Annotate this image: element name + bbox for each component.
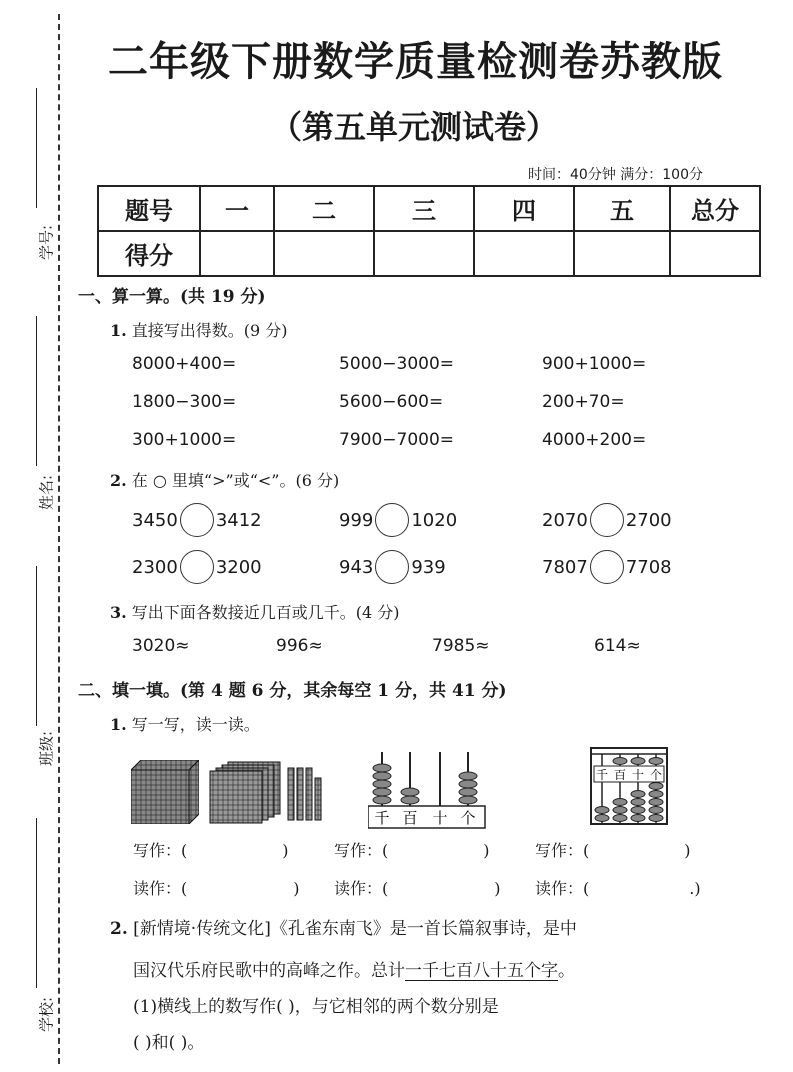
approx-item: 7985≈ xyxy=(432,636,490,656)
compare-left: 943 xyxy=(339,556,374,578)
q-text: [新情境·传统文化]《孔雀东南飞》是一首长篇叙事诗，是中 xyxy=(133,919,577,939)
score-cell: 一 xyxy=(200,186,274,231)
s2-q2-line4[interactable]: ( )和( )。 xyxy=(133,1033,205,1053)
section1-heading: 一、算一算。(共 19 分) xyxy=(78,287,266,307)
score-cell: 三 xyxy=(374,186,474,231)
score-blank[interactable] xyxy=(374,231,474,276)
name-label: 姓名: xyxy=(37,474,56,511)
compare-left: 2070 xyxy=(542,509,588,531)
abacus-label-thousands: 千 xyxy=(374,809,390,827)
calc-item: 8000+400= xyxy=(132,354,237,374)
score-cell: 总分 xyxy=(670,186,760,231)
score-cell: 五 xyxy=(574,186,670,231)
school-label: 学校: xyxy=(37,996,56,1033)
write-label: 写作：( xyxy=(535,841,590,860)
q-text: 。 xyxy=(558,961,575,981)
calc-item: 7900−7000= xyxy=(339,430,455,450)
s2-q2-line3[interactable]: (1)横线上的数写作( )，与它相邻的两个数分别是 xyxy=(133,997,499,1017)
q-text: 国汉代乐府民歌中的高峰之作。总计 xyxy=(133,961,405,981)
compare-circle[interactable] xyxy=(180,503,214,537)
approx-item: 614≈ xyxy=(594,636,641,656)
read-label: 读作：( xyxy=(535,879,590,898)
page-subtitle: （第五单元测试卷） xyxy=(270,108,559,146)
abacus-label-thousands: 千 xyxy=(595,768,609,782)
score-blank[interactable] xyxy=(670,231,760,276)
score-blank[interactable] xyxy=(474,231,574,276)
q-text: 直接写出得数。(9 分) xyxy=(131,321,288,340)
write-answer-2[interactable] xyxy=(334,838,490,861)
approx-item: 996≈ xyxy=(276,636,323,656)
abacus-label-hundreds: 百 xyxy=(613,768,627,782)
school-line xyxy=(36,818,37,988)
abacus-label-ones: 个 xyxy=(649,768,663,782)
calc-item: 900+1000= xyxy=(542,354,647,374)
s2-q2-line2 xyxy=(133,956,575,981)
score-cell: 四 xyxy=(474,186,574,231)
compare-item xyxy=(542,503,672,537)
read-answer-2[interactable] xyxy=(334,876,501,899)
score-table-header-row xyxy=(98,186,760,231)
score-blank[interactable] xyxy=(200,231,274,276)
q-number: 3. xyxy=(110,603,127,622)
compare-left: 3450 xyxy=(132,509,178,531)
compare-circle[interactable] xyxy=(180,550,214,584)
compare-item xyxy=(339,503,457,537)
read-label: 读作：( xyxy=(133,879,188,898)
abacus-label-tens: 十 xyxy=(432,809,448,827)
hundreds-and-tens-image xyxy=(208,760,326,824)
underlined-number-text: 一千七百八十五个字 xyxy=(405,961,558,981)
compare-right: 2700 xyxy=(625,509,672,531)
abacus-label-hundreds: 百 xyxy=(402,809,418,827)
write-label: 写作：( xyxy=(133,841,188,860)
q-number: 1. xyxy=(110,715,127,734)
close-paren: .) xyxy=(689,879,701,898)
score-blank[interactable] xyxy=(574,231,670,276)
score-cell: 题号 xyxy=(98,186,200,231)
compare-right: 3412 xyxy=(215,509,262,531)
student-id-line xyxy=(36,88,37,208)
name-line xyxy=(36,316,37,466)
s1-q1-prompt xyxy=(110,318,288,341)
close-paren: ) xyxy=(494,879,501,898)
compare-circle[interactable] xyxy=(375,550,409,584)
write-answer-3[interactable] xyxy=(535,838,691,861)
compare-circle[interactable] xyxy=(590,550,624,584)
write-label: 写作：( xyxy=(334,841,389,860)
compare-right: 939 xyxy=(411,556,446,578)
close-paren: ) xyxy=(282,841,289,860)
s1-q2-prompt xyxy=(110,468,339,491)
abacus-open-image xyxy=(368,750,486,830)
s1-q3-prompt xyxy=(110,600,400,623)
read-answer-1[interactable] xyxy=(133,876,300,899)
compare-left: 999 xyxy=(339,509,374,531)
close-paren: ) xyxy=(293,879,300,898)
q-number: 1. xyxy=(110,321,127,340)
read-answer-3[interactable] xyxy=(535,876,701,899)
score-table-score-row xyxy=(98,231,760,276)
s2-q2-line1 xyxy=(110,914,577,939)
compare-circle[interactable] xyxy=(375,503,409,537)
student-id-label: 学号: xyxy=(37,224,56,261)
q-number: 2. xyxy=(110,919,128,939)
close-paren: ) xyxy=(483,841,490,860)
abacus-framed-image xyxy=(590,746,668,826)
q-text: 在 ○ 里填“>”或“<”。(6 分) xyxy=(131,471,340,490)
score-blank[interactable] xyxy=(274,231,374,276)
calc-item: 5000−3000= xyxy=(339,354,455,374)
compare-right: 7708 xyxy=(625,556,672,578)
binding-dash-line xyxy=(58,14,60,1064)
calc-item: 200+70= xyxy=(542,392,625,412)
calc-item: 300+1000= xyxy=(132,430,237,450)
calc-item: 1800−300= xyxy=(132,392,237,412)
class-line xyxy=(36,566,37,726)
score-table xyxy=(97,185,761,277)
score-cell: 二 xyxy=(274,186,374,231)
compare-right: 3200 xyxy=(215,556,262,578)
abacus-label-ones: 个 xyxy=(460,809,476,827)
thousand-cube-image xyxy=(131,760,199,824)
class-label: 班级: xyxy=(37,730,56,767)
read-label: 读作：( xyxy=(334,879,389,898)
calc-item: 4000+200= xyxy=(542,430,647,450)
compare-left: 2300 xyxy=(132,556,178,578)
compare-circle[interactable] xyxy=(590,503,624,537)
close-paren: ) xyxy=(684,841,691,860)
page-title: 二年级下册数学质量检测卷苏教版 xyxy=(108,39,723,85)
q-text: 写出下面各数接近几百或几千。(4 分) xyxy=(131,603,400,622)
compare-right: 1020 xyxy=(411,509,458,531)
calc-item: 5600−600= xyxy=(339,392,444,412)
s2-q1-prompt xyxy=(110,712,260,735)
compare-item xyxy=(132,503,262,537)
compare-item xyxy=(132,550,262,584)
approx-item: 3020≈ xyxy=(132,636,190,656)
compare-left: 7807 xyxy=(542,556,588,578)
compare-item xyxy=(339,550,446,584)
q-number: 2. xyxy=(110,471,127,490)
score-row-label: 得分 xyxy=(98,231,200,276)
section2-heading: 二、填一填。(第 4 题 6 分，其余每空 1 分，共 41 分) xyxy=(78,681,507,701)
q-text: 写一写，读一读。 xyxy=(131,715,260,734)
compare-item xyxy=(542,550,672,584)
abacus-label-tens: 十 xyxy=(631,768,645,782)
time-info: 时间：40分钟 满分：100分 xyxy=(528,167,703,183)
write-answer-1[interactable] xyxy=(133,838,289,861)
